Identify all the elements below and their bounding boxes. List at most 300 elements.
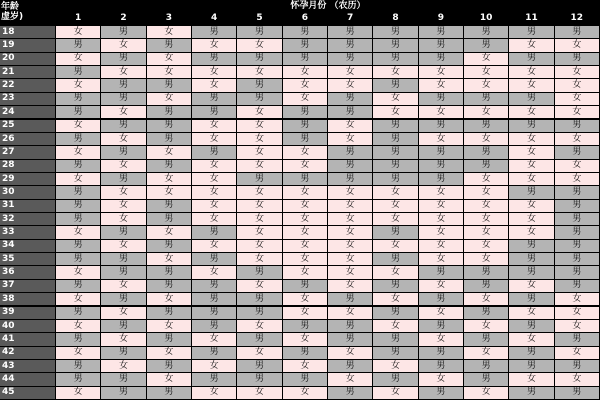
age-cell-20: 20 <box>0 53 55 65</box>
age-cell-32: 32 <box>0 213 55 225</box>
month-header-6: 6 <box>283 12 327 25</box>
male-cell: 男 <box>56 66 100 78</box>
female-cell: 女 <box>237 186 281 198</box>
age-cell-27: 27 <box>0 146 55 158</box>
female-cell: 女 <box>56 26 100 38</box>
male-cell: 男 <box>373 307 417 319</box>
female-cell: 女 <box>464 320 508 332</box>
age-cell-26: 26 <box>0 133 55 145</box>
male-cell: 男 <box>56 106 100 118</box>
female-cell: 女 <box>464 66 508 78</box>
age-cell-22: 22 <box>0 79 55 91</box>
male-cell: 男 <box>419 387 463 399</box>
female-cell: 女 <box>192 186 236 198</box>
female-cell: 女 <box>509 373 553 385</box>
male-cell: 男 <box>509 266 553 278</box>
female-cell: 女 <box>101 160 145 172</box>
male-cell: 男 <box>509 120 553 132</box>
female-cell: 女 <box>464 79 508 91</box>
month-header-1: 1 <box>56 12 100 25</box>
male-cell: 男 <box>101 146 145 158</box>
female-cell: 女 <box>101 186 145 198</box>
female-cell: 女 <box>419 79 463 91</box>
female-cell: 女 <box>464 133 508 145</box>
male-cell: 男 <box>147 79 191 91</box>
female-cell: 女 <box>192 240 236 252</box>
female-cell: 女 <box>464 387 508 399</box>
male-cell: 男 <box>101 253 145 265</box>
female-cell: 女 <box>101 213 145 225</box>
month-header-3: 3 <box>147 12 191 25</box>
male-cell: 男 <box>555 266 599 278</box>
age-cell-30: 30 <box>0 186 55 198</box>
age-cell-31: 31 <box>0 200 55 212</box>
female-cell: 女 <box>328 280 372 292</box>
female-cell: 女 <box>283 253 327 265</box>
female-cell: 女 <box>464 173 508 185</box>
male-cell: 男 <box>147 160 191 172</box>
male-cell: 男 <box>328 387 372 399</box>
male-cell: 男 <box>101 266 145 278</box>
female-cell: 女 <box>283 333 327 345</box>
age-cell-25: 25 <box>0 120 55 132</box>
female-cell: 女 <box>192 200 236 212</box>
female-cell: 女 <box>147 186 191 198</box>
male-cell: 男 <box>192 280 236 292</box>
male-cell: 男 <box>555 120 599 132</box>
male-cell: 男 <box>283 373 327 385</box>
male-cell: 男 <box>101 320 145 332</box>
male-cell: 男 <box>373 253 417 265</box>
female-cell: 女 <box>509 280 553 292</box>
male-cell: 男 <box>56 39 100 51</box>
female-cell: 女 <box>373 213 417 225</box>
female-cell: 女 <box>555 133 599 145</box>
male-cell: 男 <box>373 39 417 51</box>
female-cell: 女 <box>192 39 236 51</box>
male-cell: 男 <box>373 79 417 91</box>
male-cell: 男 <box>147 240 191 252</box>
female-cell: 女 <box>237 106 281 118</box>
female-cell: 女 <box>373 320 417 332</box>
female-cell: 女 <box>373 106 417 118</box>
female-cell: 女 <box>328 79 372 91</box>
male-cell: 男 <box>509 26 553 38</box>
male-cell: 男 <box>509 53 553 65</box>
male-cell: 男 <box>328 39 372 51</box>
male-cell: 男 <box>192 307 236 319</box>
female-cell: 女 <box>283 146 327 158</box>
female-cell: 女 <box>373 186 417 198</box>
female-cell: 女 <box>283 226 327 238</box>
female-cell: 女 <box>101 66 145 78</box>
female-cell: 女 <box>328 253 372 265</box>
male-cell: 男 <box>373 173 417 185</box>
age-cell-37: 37 <box>0 280 55 292</box>
age-cell-34: 34 <box>0 240 55 252</box>
male-cell: 男 <box>101 26 145 38</box>
age-header-cell <box>0 0 55 25</box>
male-cell: 男 <box>147 360 191 372</box>
female-cell: 女 <box>192 360 236 372</box>
male-cell: 男 <box>101 120 145 132</box>
male-cell: 男 <box>373 226 417 238</box>
female-cell: 女 <box>192 133 236 145</box>
female-cell: 女 <box>555 66 599 78</box>
female-cell: 女 <box>464 253 508 265</box>
male-cell: 男 <box>555 240 599 252</box>
male-cell: 男 <box>147 280 191 292</box>
male-cell: 男 <box>509 347 553 359</box>
male-cell: 男 <box>464 39 508 51</box>
female-cell: 女 <box>237 240 281 252</box>
age-cell-38: 38 <box>0 293 55 305</box>
female-cell: 女 <box>147 320 191 332</box>
female-cell: 女 <box>464 186 508 198</box>
female-cell: 女 <box>56 146 100 158</box>
female-cell: 女 <box>555 160 599 172</box>
age-cell-18: 18 <box>0 26 55 38</box>
male-cell: 男 <box>56 160 100 172</box>
male-cell: 男 <box>328 160 372 172</box>
female-cell: 女 <box>101 280 145 292</box>
female-cell: 女 <box>464 240 508 252</box>
female-cell: 女 <box>509 79 553 91</box>
age-cell-23: 23 <box>0 93 55 105</box>
male-cell: 男 <box>192 53 236 65</box>
month-header-5: 5 <box>237 12 281 25</box>
female-cell: 女 <box>56 266 100 278</box>
age-cell-45: 45 <box>0 387 55 399</box>
male-cell: 男 <box>464 307 508 319</box>
month-header-11: 11 <box>509 12 553 25</box>
male-cell: 男 <box>101 226 145 238</box>
male-cell: 男 <box>56 373 100 385</box>
female-cell: 女 <box>237 120 281 132</box>
male-cell: 男 <box>101 293 145 305</box>
female-cell: 女 <box>101 200 145 212</box>
female-cell: 女 <box>509 200 553 212</box>
male-cell: 男 <box>237 360 281 372</box>
female-cell: 女 <box>464 226 508 238</box>
age-header-line1: 年龄 <box>1 2 20 13</box>
male-cell: 男 <box>147 106 191 118</box>
male-cell: 男 <box>555 253 599 265</box>
male-cell: 男 <box>328 293 372 305</box>
male-cell: 男 <box>101 173 145 185</box>
month-header-10: 10 <box>464 12 508 25</box>
female-cell: 女 <box>555 373 599 385</box>
male-cell: 男 <box>283 347 327 359</box>
female-cell: 女 <box>283 200 327 212</box>
male-cell: 男 <box>464 266 508 278</box>
female-cell: 女 <box>56 226 100 238</box>
male-cell: 男 <box>509 253 553 265</box>
age-cell-42: 42 <box>0 347 55 359</box>
female-cell: 女 <box>555 307 599 319</box>
female-cell: 女 <box>328 186 372 198</box>
female-cell: 女 <box>283 240 327 252</box>
female-cell: 女 <box>237 387 281 399</box>
female-cell: 女 <box>328 213 372 225</box>
male-cell: 男 <box>419 360 463 372</box>
month-header-8: 8 <box>373 12 417 25</box>
female-cell: 女 <box>464 200 508 212</box>
female-cell: 女 <box>419 200 463 212</box>
age-cell-36: 36 <box>0 266 55 278</box>
male-cell: 男 <box>419 39 463 51</box>
female-cell: 女 <box>283 266 327 278</box>
male-cell: 男 <box>56 360 100 372</box>
month-header-7: 7 <box>328 12 372 25</box>
male-cell: 男 <box>237 266 281 278</box>
female-cell: 女 <box>509 66 553 78</box>
male-cell: 男 <box>192 373 236 385</box>
male-cell: 男 <box>464 146 508 158</box>
female-cell: 女 <box>509 307 553 319</box>
male-cell: 男 <box>328 53 372 65</box>
female-cell: 女 <box>283 307 327 319</box>
female-cell: 女 <box>328 66 372 78</box>
age-cell-39: 39 <box>0 307 55 319</box>
female-cell: 女 <box>147 26 191 38</box>
female-cell: 女 <box>192 213 236 225</box>
male-cell: 男 <box>373 373 417 385</box>
male-cell: 男 <box>283 53 327 65</box>
male-cell: 男 <box>237 93 281 105</box>
male-cell: 男 <box>101 53 145 65</box>
female-cell: 女 <box>237 320 281 332</box>
male-cell: 男 <box>101 373 145 385</box>
male-cell: 男 <box>147 266 191 278</box>
female-cell: 女 <box>509 173 553 185</box>
female-cell: 女 <box>419 333 463 345</box>
age-cell-24: 24 <box>0 106 55 118</box>
male-cell: 男 <box>237 307 281 319</box>
female-cell: 女 <box>464 293 508 305</box>
male-cell: 男 <box>555 226 599 238</box>
male-cell: 男 <box>464 26 508 38</box>
female-cell: 女 <box>192 160 236 172</box>
female-cell: 女 <box>192 333 236 345</box>
female-cell: 女 <box>509 333 553 345</box>
male-cell: 男 <box>509 240 553 252</box>
female-cell: 女 <box>147 93 191 105</box>
female-cell: 女 <box>373 293 417 305</box>
male-cell: 男 <box>419 266 463 278</box>
male-cell: 男 <box>373 53 417 65</box>
female-cell: 女 <box>192 387 236 399</box>
female-cell: 女 <box>237 226 281 238</box>
female-cell: 女 <box>237 133 281 145</box>
male-cell: 男 <box>56 186 100 198</box>
female-cell: 女 <box>555 173 599 185</box>
male-cell: 男 <box>237 333 281 345</box>
male-cell: 男 <box>509 387 553 399</box>
male-cell: 男 <box>555 387 599 399</box>
female-cell: 女 <box>419 253 463 265</box>
female-cell: 女 <box>147 173 191 185</box>
female-cell: 女 <box>56 79 100 91</box>
male-cell: 男 <box>464 360 508 372</box>
age-cell-40: 40 <box>0 320 55 332</box>
female-cell: 女 <box>56 53 100 65</box>
male-cell: 男 <box>192 253 236 265</box>
male-cell: 男 <box>464 93 508 105</box>
female-cell: 女 <box>373 360 417 372</box>
female-cell: 女 <box>192 173 236 185</box>
male-cell: 男 <box>328 93 372 105</box>
female-cell: 女 <box>283 79 327 91</box>
male-cell: 男 <box>56 253 100 265</box>
female-cell: 女 <box>419 280 463 292</box>
male-cell: 男 <box>147 213 191 225</box>
male-cell: 男 <box>101 79 145 91</box>
month-header-4: 4 <box>192 12 236 25</box>
male-cell: 男 <box>56 133 100 145</box>
male-cell: 男 <box>283 280 327 292</box>
female-cell: 女 <box>56 293 100 305</box>
age-cell-19: 19 <box>0 39 55 51</box>
age-cell-21: 21 <box>0 66 55 78</box>
female-cell: 女 <box>101 360 145 372</box>
male-cell: 男 <box>56 307 100 319</box>
male-cell: 男 <box>464 333 508 345</box>
female-cell: 女 <box>192 66 236 78</box>
female-cell: 女 <box>555 320 599 332</box>
female-cell: 女 <box>419 307 463 319</box>
female-cell: 女 <box>328 120 372 132</box>
female-cell: 女 <box>237 200 281 212</box>
female-cell: 女 <box>237 280 281 292</box>
female-cell: 女 <box>509 39 553 51</box>
male-cell: 男 <box>555 280 599 292</box>
male-cell: 男 <box>464 280 508 292</box>
female-cell: 女 <box>101 240 145 252</box>
female-cell: 女 <box>373 200 417 212</box>
female-cell: 女 <box>101 106 145 118</box>
male-cell: 男 <box>192 347 236 359</box>
female-cell: 女 <box>237 66 281 78</box>
female-cell: 女 <box>237 347 281 359</box>
male-cell: 男 <box>509 293 553 305</box>
female-cell: 女 <box>283 293 327 305</box>
female-cell: 女 <box>464 347 508 359</box>
male-cell: 男 <box>283 173 327 185</box>
male-cell: 男 <box>509 360 553 372</box>
female-cell: 女 <box>373 387 417 399</box>
female-cell: 女 <box>419 106 463 118</box>
female-cell: 女 <box>464 213 508 225</box>
female-cell: 女 <box>56 120 100 132</box>
female-cell: 女 <box>147 253 191 265</box>
male-cell: 男 <box>419 347 463 359</box>
female-cell: 女 <box>101 333 145 345</box>
female-cell: 女 <box>147 53 191 65</box>
female-cell: 女 <box>237 160 281 172</box>
female-cell: 女 <box>101 39 145 51</box>
female-cell: 女 <box>509 160 553 172</box>
female-cell: 女 <box>147 347 191 359</box>
female-cell: 女 <box>56 320 100 332</box>
male-cell: 男 <box>464 120 508 132</box>
female-cell: 女 <box>283 213 327 225</box>
female-cell: 女 <box>328 200 372 212</box>
female-cell: 女 <box>283 93 327 105</box>
female-cell: 女 <box>283 160 327 172</box>
male-cell: 男 <box>419 160 463 172</box>
male-cell: 男 <box>192 320 236 332</box>
male-cell: 男 <box>419 93 463 105</box>
female-cell: 女 <box>328 347 372 359</box>
month-header-2: 2 <box>101 12 145 25</box>
male-cell: 男 <box>192 106 236 118</box>
male-cell: 男 <box>147 200 191 212</box>
male-cell: 男 <box>328 173 372 185</box>
female-cell: 女 <box>328 307 372 319</box>
female-cell: 女 <box>192 266 236 278</box>
male-cell: 男 <box>283 39 327 51</box>
male-cell: 男 <box>147 120 191 132</box>
male-cell: 男 <box>147 333 191 345</box>
female-cell: 女 <box>509 133 553 145</box>
female-cell: 女 <box>555 293 599 305</box>
male-cell: 男 <box>419 120 463 132</box>
female-cell: 女 <box>56 347 100 359</box>
female-cell: 女 <box>147 226 191 238</box>
female-cell: 女 <box>192 120 236 132</box>
female-cell: 女 <box>328 133 372 145</box>
male-cell: 男 <box>192 146 236 158</box>
male-cell: 男 <box>419 53 463 65</box>
female-cell: 女 <box>509 213 553 225</box>
male-cell: 男 <box>147 39 191 51</box>
male-cell: 男 <box>56 280 100 292</box>
male-cell: 男 <box>101 347 145 359</box>
male-cell: 男 <box>509 93 553 105</box>
male-cell: 男 <box>283 26 327 38</box>
male-cell: 男 <box>56 200 100 212</box>
female-cell: 女 <box>555 39 599 51</box>
age-cell-33: 33 <box>0 226 55 238</box>
male-cell: 男 <box>555 26 599 38</box>
female-cell: 女 <box>101 307 145 319</box>
female-cell: 女 <box>419 373 463 385</box>
female-cell: 女 <box>237 39 281 51</box>
male-cell: 男 <box>419 26 463 38</box>
female-cell: 女 <box>237 146 281 158</box>
male-cell: 男 <box>373 280 417 292</box>
male-cell: 男 <box>373 160 417 172</box>
male-cell: 男 <box>509 320 553 332</box>
male-cell: 男 <box>373 347 417 359</box>
age-cell-29: 29 <box>0 173 55 185</box>
female-cell: 女 <box>237 253 281 265</box>
male-cell: 男 <box>237 173 281 185</box>
male-cell: 男 <box>419 173 463 185</box>
female-cell: 女 <box>419 133 463 145</box>
female-cell: 女 <box>419 186 463 198</box>
female-cell: 女 <box>328 240 372 252</box>
male-cell: 男 <box>283 106 327 118</box>
male-cell: 男 <box>555 186 599 198</box>
male-cell: 男 <box>555 360 599 372</box>
female-cell: 女 <box>555 347 599 359</box>
male-cell: 男 <box>373 26 417 38</box>
male-cell: 男 <box>509 186 553 198</box>
female-cell: 女 <box>419 226 463 238</box>
male-cell: 男 <box>328 106 372 118</box>
